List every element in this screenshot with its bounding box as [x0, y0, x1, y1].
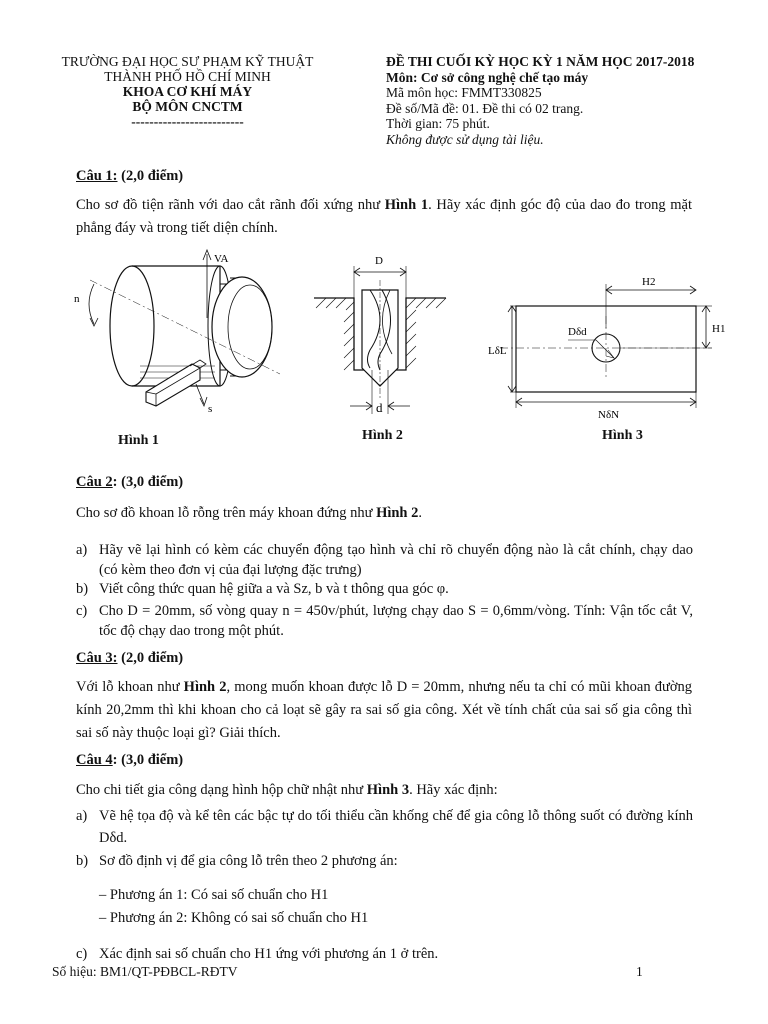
- q1-text: [76, 194, 692, 240]
- q4-item-b-text: Sơ đồ định vị để gia công lỗ trên theo 2 phương án:: [99, 853, 398, 869]
- q1-text-a: Cho sơ đồ tiện rãnh với dao cắt rãnh đối xứng như: [76, 197, 385, 213]
- q1-text-c: . Hãy xác định góc độ của dao đo trong mặt phẳng đáy và trong tiết diện chính.: [76, 197, 692, 236]
- q2-item-c: [76, 601, 696, 641]
- q2-item-b: [76, 579, 696, 599]
- q2-figure-ref: Hình 2: [376, 505, 419, 521]
- fig2-label-d: d: [376, 400, 383, 415]
- fig1-label-va: VA: [214, 253, 229, 265]
- figure-3-drawing: [480, 272, 730, 422]
- q4-item-a: [76, 805, 696, 849]
- q3-points: (2,0 điểm): [117, 650, 184, 666]
- q1-figure-ref: Hình 1: [384, 197, 429, 213]
- q4-item-c-label: c): [76, 946, 88, 962]
- faculty-name: KHOA CƠ KHÍ MÁY: [122, 84, 253, 99]
- q3-figure-ref: Hình 2: [183, 679, 227, 695]
- q1-points: (2,0 điểm): [117, 168, 184, 184]
- q4-option-2: – Phương án 2: Không có sai số chuẩn cho H1: [99, 910, 369, 926]
- q4-item-a-label: a): [76, 808, 88, 824]
- q3-title: [76, 650, 183, 667]
- school-city: THÀNH PHỐ HỒ CHÍ MINH: [104, 69, 271, 84]
- q4-item-a-text: Vẽ hệ tọa độ và kể tên các bậc tự do tối thiểu cần khống chế để gia công lỗ thông suốt có đường kính Dδd.: [99, 808, 693, 846]
- q4-text-a: Cho chi tiết gia công dạng hình hộp chữ nhật như: [76, 782, 367, 798]
- fig3-label-n: NδN: [598, 409, 620, 421]
- exam-time: Thời gian: 75 phút.: [386, 116, 490, 132]
- q2-item-c-text: Cho D = 20mm, số vòng quay n = 450v/phút, lượng chạy dao S = 0,6mm/vòng. Tính: Vận tốc cắt V, tốc độ chạy dao trong một phút.: [99, 603, 693, 639]
- exam-header: [386, 54, 746, 148]
- q2-title: [76, 474, 183, 491]
- q1-title: [76, 168, 183, 185]
- department-name: BỘ MÔN CNCTM: [132, 99, 243, 114]
- q2-item-a-label: a): [76, 542, 88, 558]
- q4-title: [76, 752, 183, 769]
- header-divider: -------------------------: [131, 114, 244, 129]
- q2-item-b-text: Viết công thức quan hệ giữa a và Sz, b và t thông qua góc φ.: [99, 581, 449, 597]
- q2-item-b-label: b): [76, 581, 89, 597]
- exam-note: Không được sử dụng tài liệu.: [386, 131, 544, 147]
- q4-item-b: [76, 851, 696, 871]
- q2-item-c-label: c): [76, 603, 88, 619]
- q2-label: Câu 2: [76, 474, 113, 490]
- form-code: Số hiệu: BM1/QT-PĐBCL-RĐTV: [52, 964, 238, 979]
- q4-item-c: [76, 944, 696, 964]
- fig1-label-n: n: [74, 293, 80, 305]
- q4-label: Câu 4: [76, 752, 113, 768]
- fig3-label-dd: Dδd: [568, 326, 587, 338]
- fig1-caption: Hình 1: [118, 433, 159, 448]
- q4-item-c-text: Xác định sai số chuẩn cho H1 ứng với phương án 1 ở trên.: [99, 946, 439, 962]
- q4-text: [76, 779, 692, 802]
- q3-text-a: Với lỗ khoan như: [76, 679, 184, 695]
- q3-text-c: , mong muốn khoan được lỗ D = 20mm, nhưng nếu ta chỉ có mũi khoan đường kính 20,2mm thì khi khoan cho cả loạt sẽ gây ra sai số gia công. Xét về tính chất của sai số gia công thì sai số này thuộc loại gì? Giải thích.: [76, 679, 693, 741]
- fig3-label-h2: H2: [642, 276, 656, 288]
- fig3-caption: Hình 3: [602, 428, 643, 443]
- q4-option-1: – Phương án 1: Có sai số chuẩn cho H1: [99, 887, 329, 903]
- exam-subject: Môn: Cơ sở công nghệ chế tạo máy: [386, 69, 589, 85]
- q2-text-a: Cho sơ đồ khoan lỗ rỗng trên máy khoan đứng như: [76, 505, 377, 521]
- q2-text: [76, 502, 692, 525]
- q2-points: : (3,0 điểm): [112, 474, 184, 490]
- exam-code: Mã môn học: FMMT330825: [386, 85, 542, 101]
- q4-text-c: . Hãy xác định:: [409, 782, 498, 798]
- q3-label: Câu 3:: [76, 650, 118, 666]
- fig2-label-D: D: [375, 255, 383, 267]
- q4-figure-ref: Hình 3: [366, 782, 410, 798]
- q4-points: : (3,0 điểm): [112, 752, 184, 768]
- exam-title: ĐỀ THI CUỐI KỲ HỌC KỲ 1 NĂM HỌC 2017-2018: [386, 54, 695, 69]
- school-name: TRƯỜNG ĐẠI HỌC SƯ PHẠM KỸ THUẬT: [61, 54, 314, 69]
- q3-text: [76, 676, 692, 745]
- fig3-label-h1: H1: [712, 323, 726, 335]
- q2-text-c: .: [418, 505, 422, 521]
- page-number: 1: [636, 964, 643, 979]
- q2-item-a-text: Hãy vẽ lại hình có kèm các chuyển động tạo hình và chỉ rõ chuyển động nào là cắt chính, chạy dao (có kèm theo đơn vị của đại lượng đặc trưng): [99, 542, 693, 578]
- fig3-label-l: LδL: [488, 345, 507, 357]
- q4-item-b-label: b): [76, 853, 89, 869]
- school-header: [40, 54, 335, 129]
- q2-item-a: [76, 540, 696, 580]
- q1-label: Câu 1:: [76, 168, 118, 184]
- figure-2-drawing: [310, 250, 450, 420]
- fig1-label-s: s: [208, 403, 213, 415]
- figure-1-drawing: [70, 244, 290, 424]
- exam-number: Đề số/Mã đề: 01. Đề thi có 02 trang.: [386, 100, 584, 116]
- fig2-caption: Hình 2: [362, 428, 403, 443]
